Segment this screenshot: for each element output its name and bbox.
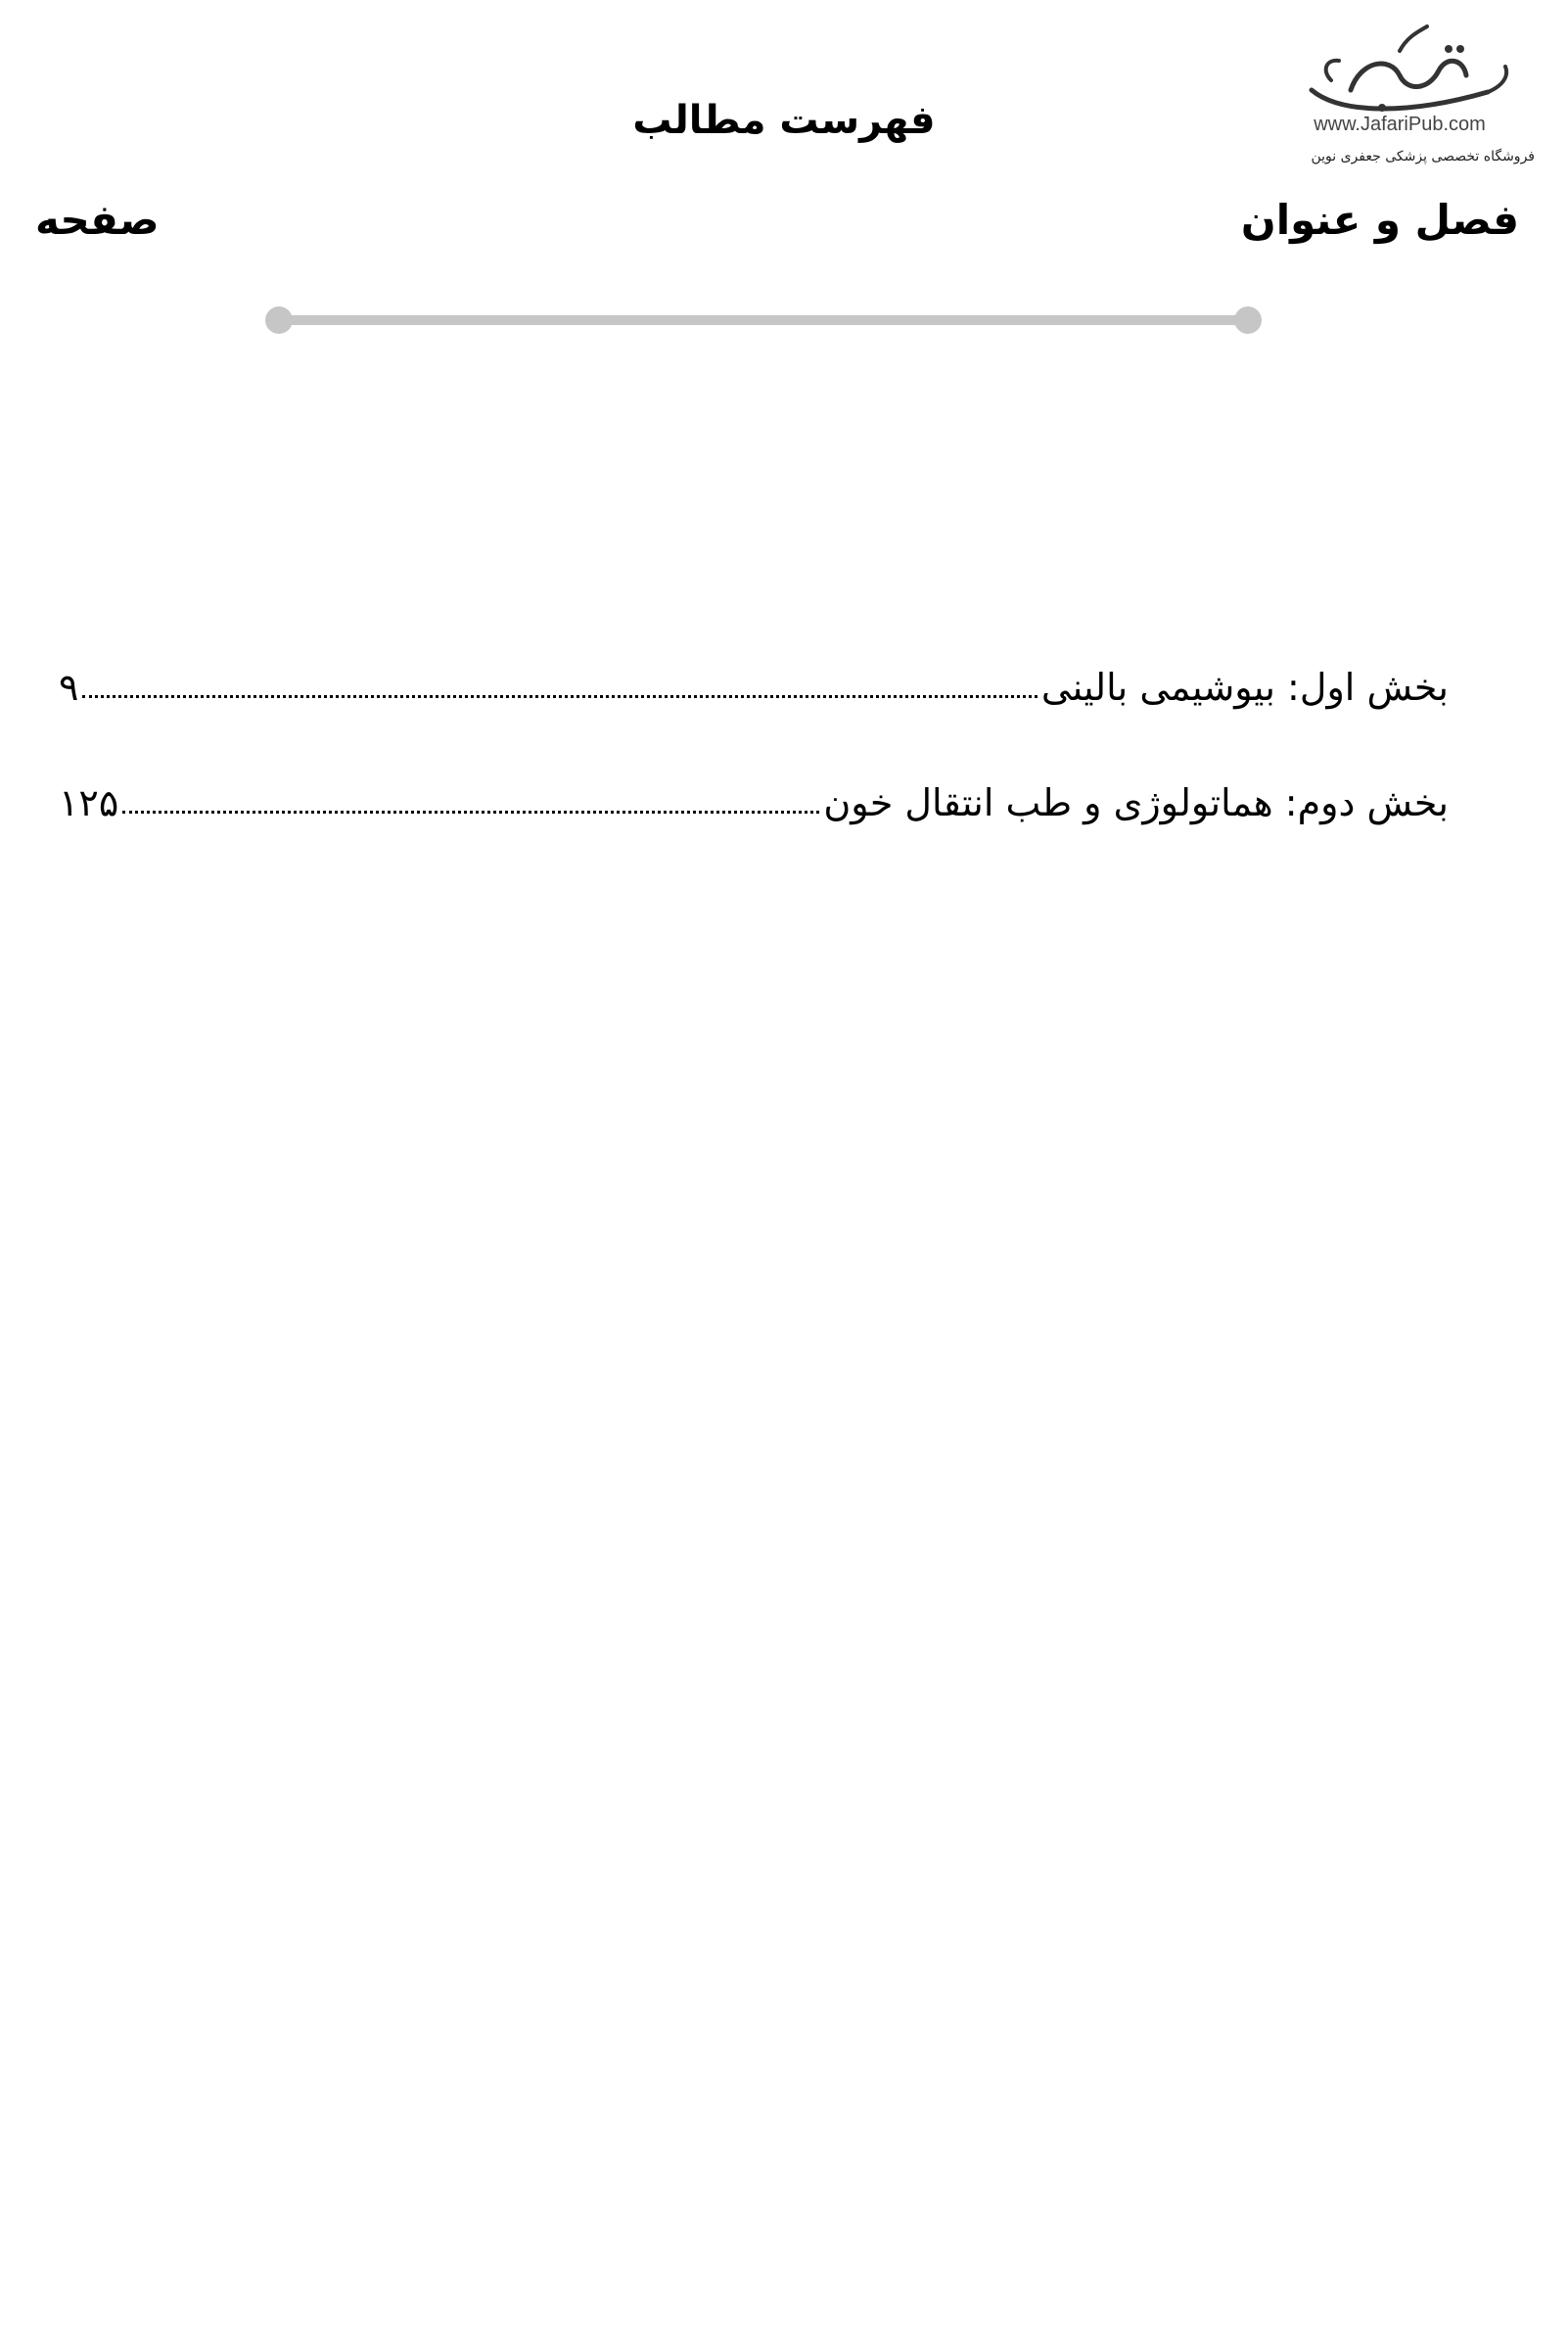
header-divider bbox=[264, 305, 1263, 335]
toc-entry-page: ۱۲۵ bbox=[59, 781, 119, 824]
toc-entry-part-2[interactable] bbox=[59, 781, 1449, 840]
toc-entry-title: بخش دوم: هماتولوژی و طب انتقال خون bbox=[823, 781, 1449, 824]
toc-entry-title: بخش اول: بیوشیمی بالینی bbox=[1040, 666, 1449, 709]
page-number-header: صفحه bbox=[35, 196, 160, 244]
toc-leader-dots bbox=[122, 810, 819, 814]
toc-leader-dots bbox=[82, 694, 1038, 698]
toc-entry-page: ۹ bbox=[59, 666, 79, 709]
chapter-title-header: فصل و عنوان bbox=[1240, 196, 1519, 244]
toc-entry-part-1[interactable] bbox=[59, 666, 1449, 725]
publisher-tagline: فروشگاه تخصصی پزشکی جعفری نوین bbox=[1311, 149, 1535, 164]
publisher-url: www.JafariPub.com bbox=[1314, 114, 1486, 135]
page-title: فهرست مطالب bbox=[632, 98, 936, 143]
table-of-contents bbox=[59, 666, 1449, 897]
